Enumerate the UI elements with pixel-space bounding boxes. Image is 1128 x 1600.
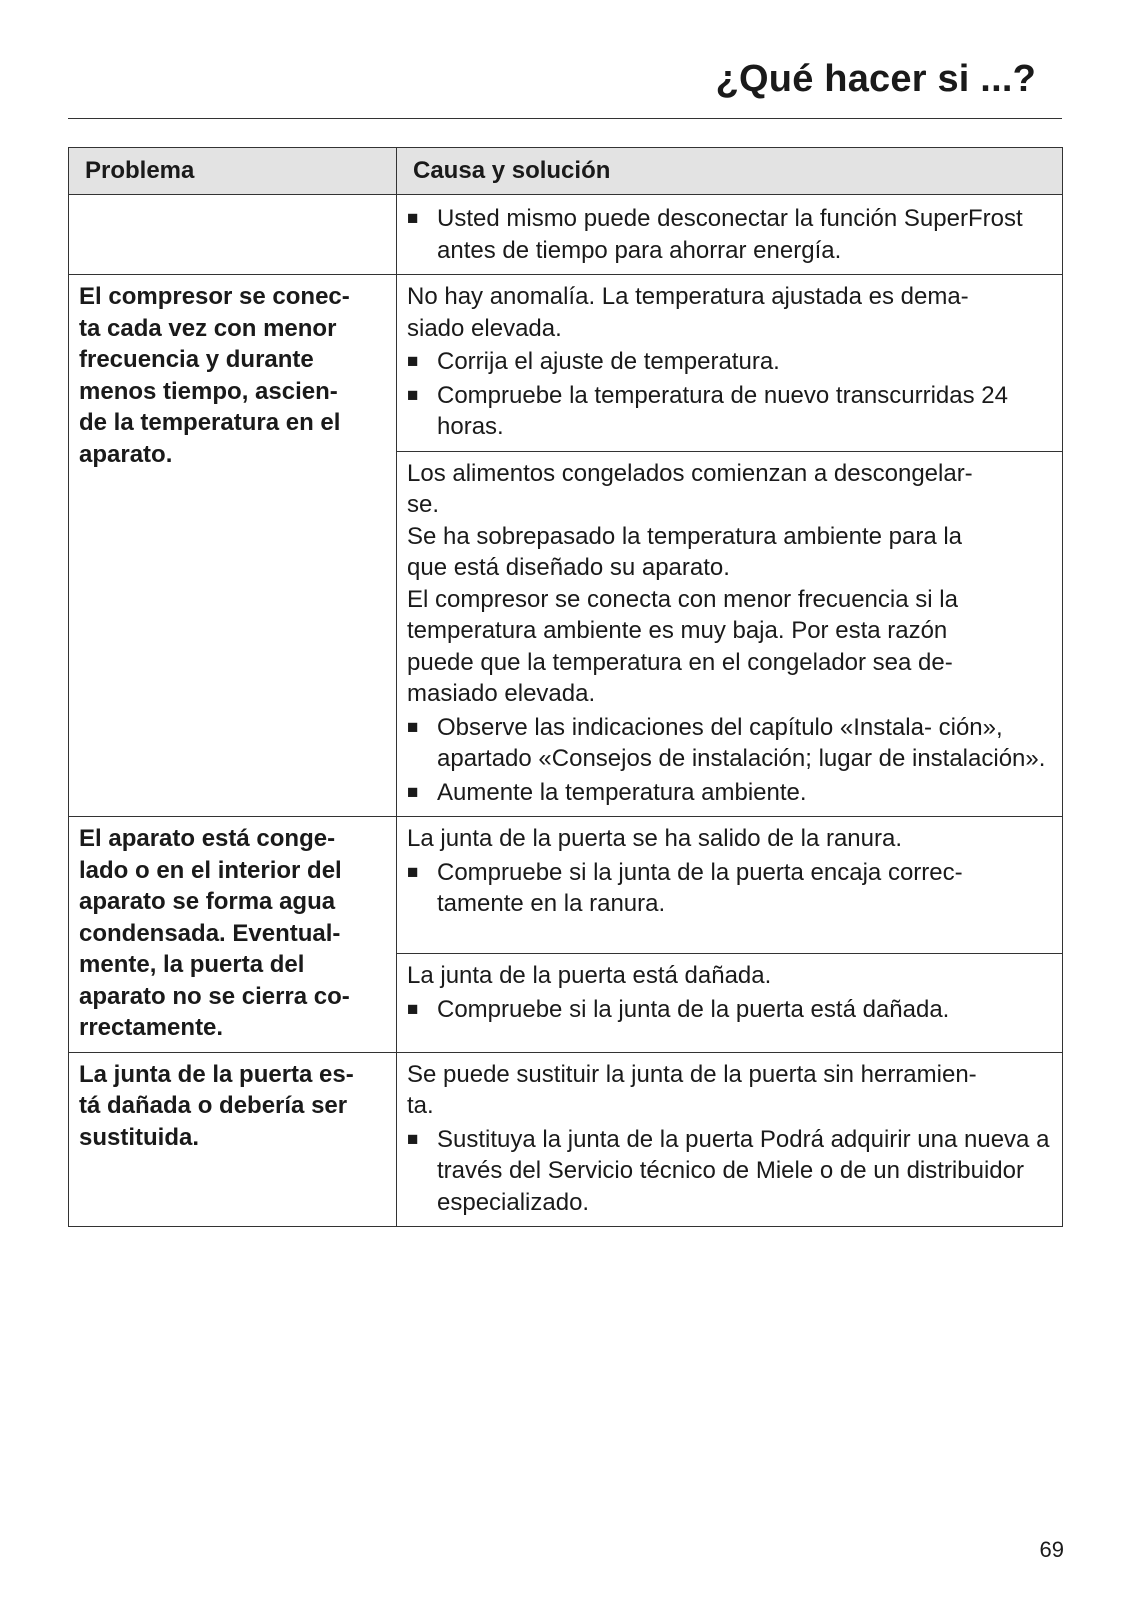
cause-text: Se puede sustituir la junta de la puerta sin herramien- [407, 1060, 977, 1088]
solution-text: Compruebe si la junta de la puerta encaja correc- tamente en la ranura. [437, 858, 963, 917]
cause-text: masiado elevada. [407, 680, 596, 707]
table-row [69, 275, 1063, 452]
problem-text: frecuencia y durante [79, 346, 314, 373]
square-bullet-icon: ■ [407, 208, 419, 229]
problem-text: sustituida. [79, 1123, 200, 1151]
column-header-problem: Problema [69, 148, 397, 195]
solution-bullet [407, 380, 1052, 443]
square-bullet-icon: ■ [407, 351, 419, 372]
table-row [69, 817, 1063, 954]
solution-text: Observe las indicaciones del capítulo «Instala- ción», apartado «Consejos de instalación; lugar de instalación». [437, 713, 1046, 772]
table-header-row [69, 148, 1063, 195]
problem-cell [69, 275, 397, 817]
problem-text: ta cada vez con menor [79, 314, 337, 342]
solution-bullet [407, 777, 1052, 809]
table-row [69, 195, 1063, 275]
square-bullet-icon: ■ [407, 1128, 419, 1150]
cause-text: se. [407, 491, 440, 518]
title-divider [68, 118, 1062, 119]
cause-solution-cell [397, 451, 1063, 817]
page-number: 69 [1039, 1537, 1064, 1562]
column-header-cause: Causa y solución [397, 148, 1063, 195]
problem-text: aparato no se cierra co- [79, 982, 350, 1010]
problem-cell [69, 195, 397, 275]
cause-text: que está diseñado su aparato. [407, 554, 730, 581]
solution-bullet [407, 1124, 1052, 1219]
solution-bullet [407, 994, 1052, 1026]
problem-text: lado o en el interior del [79, 856, 342, 884]
troubleshooting-table [68, 147, 1063, 1227]
solution-bullet [407, 346, 1052, 378]
square-bullet-icon: ■ [407, 716, 419, 738]
cause-solution-cell [397, 275, 1063, 452]
cause-text: La junta de la puerta se ha salido de la ranura. [407, 825, 903, 852]
cause-solution-cell [397, 954, 1063, 1052]
table-row [69, 1052, 1063, 1227]
cause-text: siado elevada. [407, 314, 562, 342]
problem-text: de la temperatura en el [79, 409, 341, 436]
cause-text: No hay anomalía. La temperatura ajustada es dema- [407, 283, 969, 310]
solution-bullet [407, 203, 1052, 266]
problem-text: aparato. [79, 440, 173, 468]
square-bullet-icon: ■ [407, 998, 419, 1020]
cause-solution-cell [397, 195, 1063, 275]
solution-text: Compruebe si la junta de la puerta está dañada. [437, 995, 950, 1023]
cause-text: temperatura ambiente es muy baja. Por esta razón [407, 617, 948, 644]
cause-text: Se ha sobrepasado la temperatura ambiente para la [407, 522, 963, 550]
cause-text: El compresor se conecta con menor frecuencia si la [407, 585, 958, 613]
problem-text: aparato se forma agua [79, 888, 336, 915]
problem-text: El compresor se conec- [79, 283, 350, 310]
cause-text: ta. [407, 1092, 434, 1119]
square-bullet-icon: ■ [407, 861, 419, 883]
problem-text: El aparato está conge- [79, 825, 336, 852]
solution-bullet [407, 857, 1052, 920]
problem-text: rrectamente. [79, 1014, 224, 1041]
cause-solution-cell [397, 817, 1063, 954]
problem-cell [69, 817, 397, 1053]
cause-text: Los alimentos congelados comienzan a descongelar- [407, 459, 973, 487]
cause-text: puede que la temperatura en el congelador sea de- [407, 648, 953, 676]
solution-text: Sustituya la junta de la puerta Podrá adquirir una nueva a través del Servicio técnico de Miele o de un distribuidor especializado. [437, 1125, 1050, 1216]
problem-text: menos tiempo, ascien- [79, 377, 338, 405]
page-title: ¿Qué hacer si ...? [715, 58, 1036, 100]
problem-text: tá dañada o debería ser [79, 1092, 348, 1119]
problem-text: mente, la puerta del [79, 951, 305, 978]
square-bullet-icon: ■ [407, 384, 419, 406]
problem-text: condensada. Eventual- [79, 919, 341, 947]
cause-solution-cell [397, 1052, 1063, 1227]
solution-bullet [407, 712, 1052, 775]
table-body [69, 195, 1063, 1227]
solution-text: Corrija el ajuste de temperatura. [437, 348, 780, 375]
cause-text: La junta de la puerta está dañada. [407, 962, 772, 990]
problem-cell [69, 1052, 397, 1227]
problem-text: La junta de la puerta es- [79, 1060, 354, 1088]
square-bullet-icon: ■ [407, 781, 419, 803]
solution-text: Aumente la temperatura ambiente. [437, 778, 807, 806]
solution-text: Compruebe la temperatura de nuevo transcurridas 24 horas. [437, 381, 1008, 440]
solution-text: Usted mismo puede desconectar la función SuperFrost antes de tiempo para ahorrar energía. [437, 205, 1023, 264]
